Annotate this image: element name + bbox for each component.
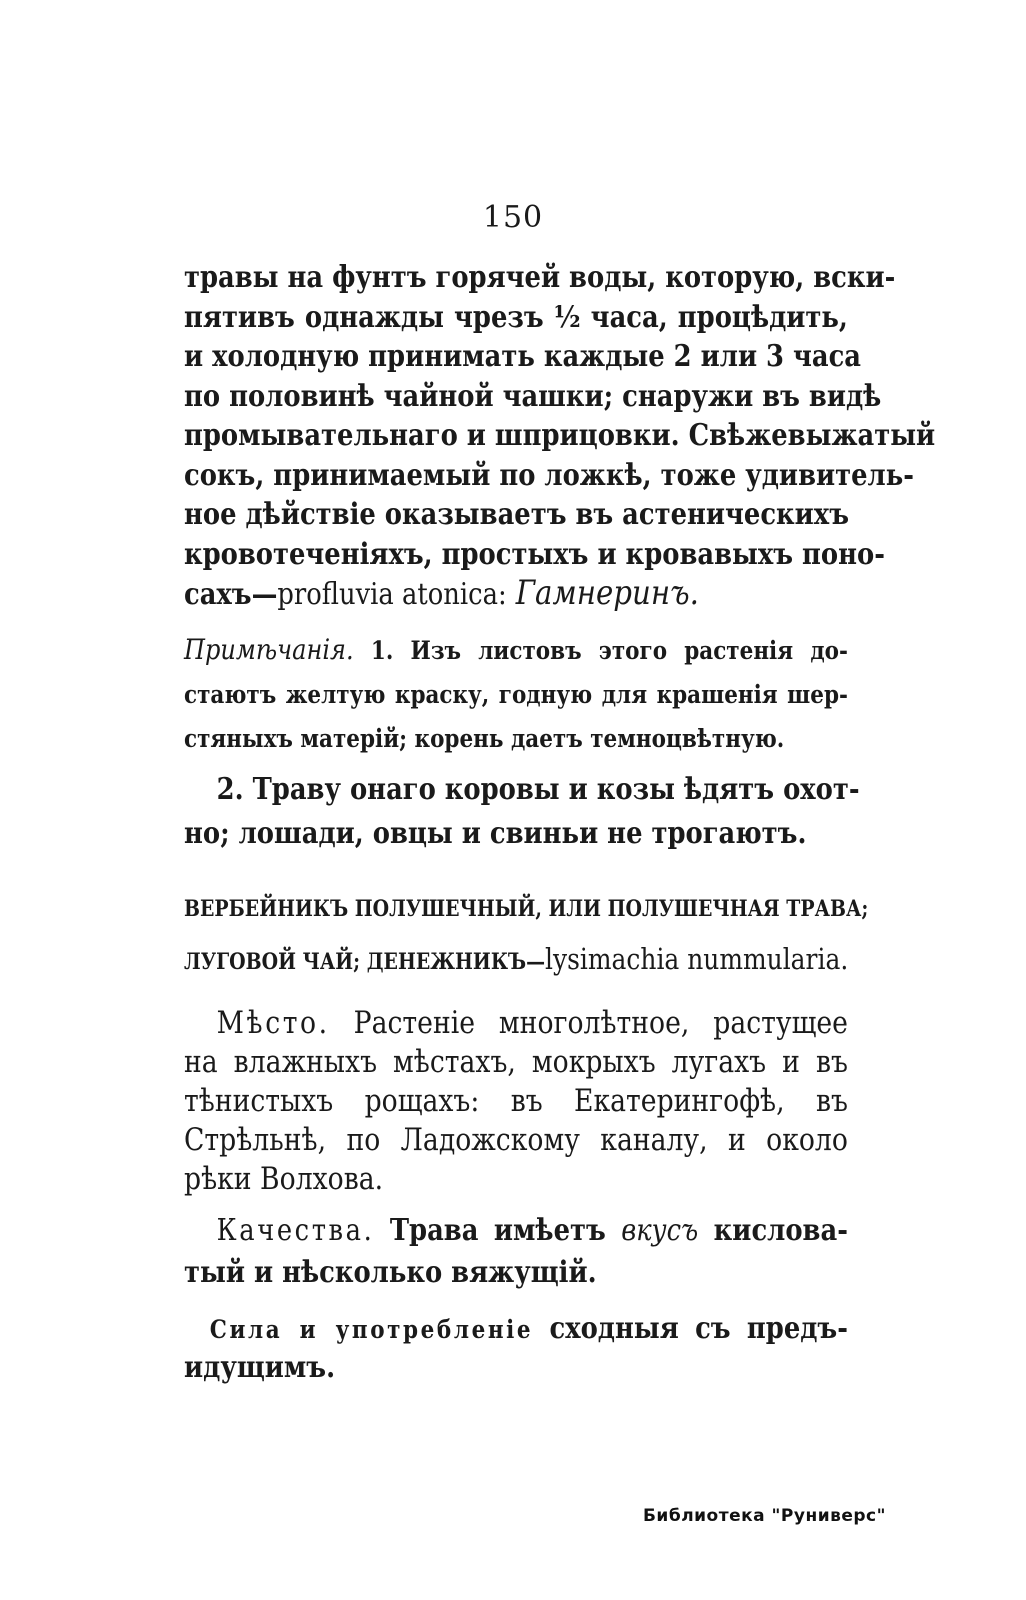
place-label: Мѣсто. (216, 1005, 330, 1041)
text-fragment: кислова- (713, 1213, 848, 1248)
text-line (184, 628, 848, 673)
latin-name: lysimachia nummularia. (545, 942, 849, 976)
qualities-paragraph (184, 1210, 848, 1294)
text-line (184, 574, 848, 615)
text-line: идущимъ. (184, 1350, 336, 1385)
text-line: кровотеченіяхъ, простыхъ и кровавыхъ поно- (184, 536, 885, 572)
text-line: тѣнистыхъ рощахъ: въ Екатерингофѣ, въ (184, 1083, 848, 1119)
heading-line: ВЕРБЕЙНИКЪ ПОЛУШЕЧНЫЙ, ИЛИ ПОЛУШЕЧНАЯ ТРАВА; (184, 896, 869, 922)
text-fragment: 1. Изъ листовъ этого растенія до- (370, 636, 848, 665)
text-line: ное дѣйствіе оказываетъ въ астеническихъ (184, 497, 849, 532)
text-line: 2. Траву онаго коровы и козы ѣдятъ охот- (216, 772, 860, 807)
power-paragraph (184, 1310, 848, 1387)
author-citation: Гамнеринъ. (515, 573, 699, 613)
text-line (184, 1210, 848, 1252)
latin-term: profluvia atonica: (277, 577, 507, 612)
note-paragraph-2 (184, 768, 860, 856)
text-line: рѣки Волхова. (184, 1161, 384, 1197)
library-watermark: Библиотека "Руниверс" (642, 1506, 886, 1526)
power-label: Сила и употребленіе (209, 1315, 534, 1344)
text-line: промывательнаго и шприцовки. Свѣжевыжатый (184, 418, 936, 453)
heading-line (184, 934, 848, 987)
place-paragraph (184, 1004, 848, 1199)
notes-label: Примѣчанія. (184, 633, 354, 666)
heading-fragment: ЛУГОВОЙ ЧАЙ; ДЕНЕЖНИКЪ— (184, 949, 546, 975)
text-line: и холодную принимать каждые 2 или 3 часа (184, 339, 862, 374)
text-fragment: сахъ— (184, 577, 278, 612)
text-line: сокъ, принимаемый по ложкѣ, тоже удивитель- (184, 457, 914, 493)
text-fragment: сходныя съ предъ- (549, 1311, 848, 1346)
italic-term: вкусъ (621, 1213, 699, 1248)
text-line: стяныхъ матерій; корень даетъ темноцвѣтную. (184, 724, 785, 753)
text-line (184, 1004, 848, 1043)
text-fragment: Трава имѣетъ (389, 1213, 606, 1248)
text-fragment: Растеніе многолѣтное, растущее (353, 1005, 848, 1041)
text-line: стаютъ желтую краску, годную для крашенія шер- (184, 680, 848, 709)
text-line: Стрѣльнѣ, по Ладожскому каналу, и около (184, 1122, 848, 1158)
text-line: пятивъ однажды чрезъ ½ часа, процѣдить, (184, 299, 848, 335)
text-line (184, 1310, 848, 1349)
text-line: тый и нѣсколько вяжущій. (184, 1255, 597, 1290)
plant-heading (184, 884, 869, 987)
text-line: по половинѣ чайной чашки; снаружи въ видѣ (184, 378, 882, 414)
text-line: на влажныхъ мѣстахъ, мокрыхъ лугахъ и въ (184, 1044, 848, 1080)
main-paragraph (184, 258, 936, 615)
note-paragraph-1 (184, 628, 848, 761)
page-number: 150 (482, 200, 544, 235)
text-line: но; лошади, овцы и свиньи не трогаютъ. (184, 816, 807, 851)
qualities-label: Качества. (216, 1213, 375, 1248)
text-line: травы на фунтъ горячей воды, которую, вски- (184, 260, 896, 295)
